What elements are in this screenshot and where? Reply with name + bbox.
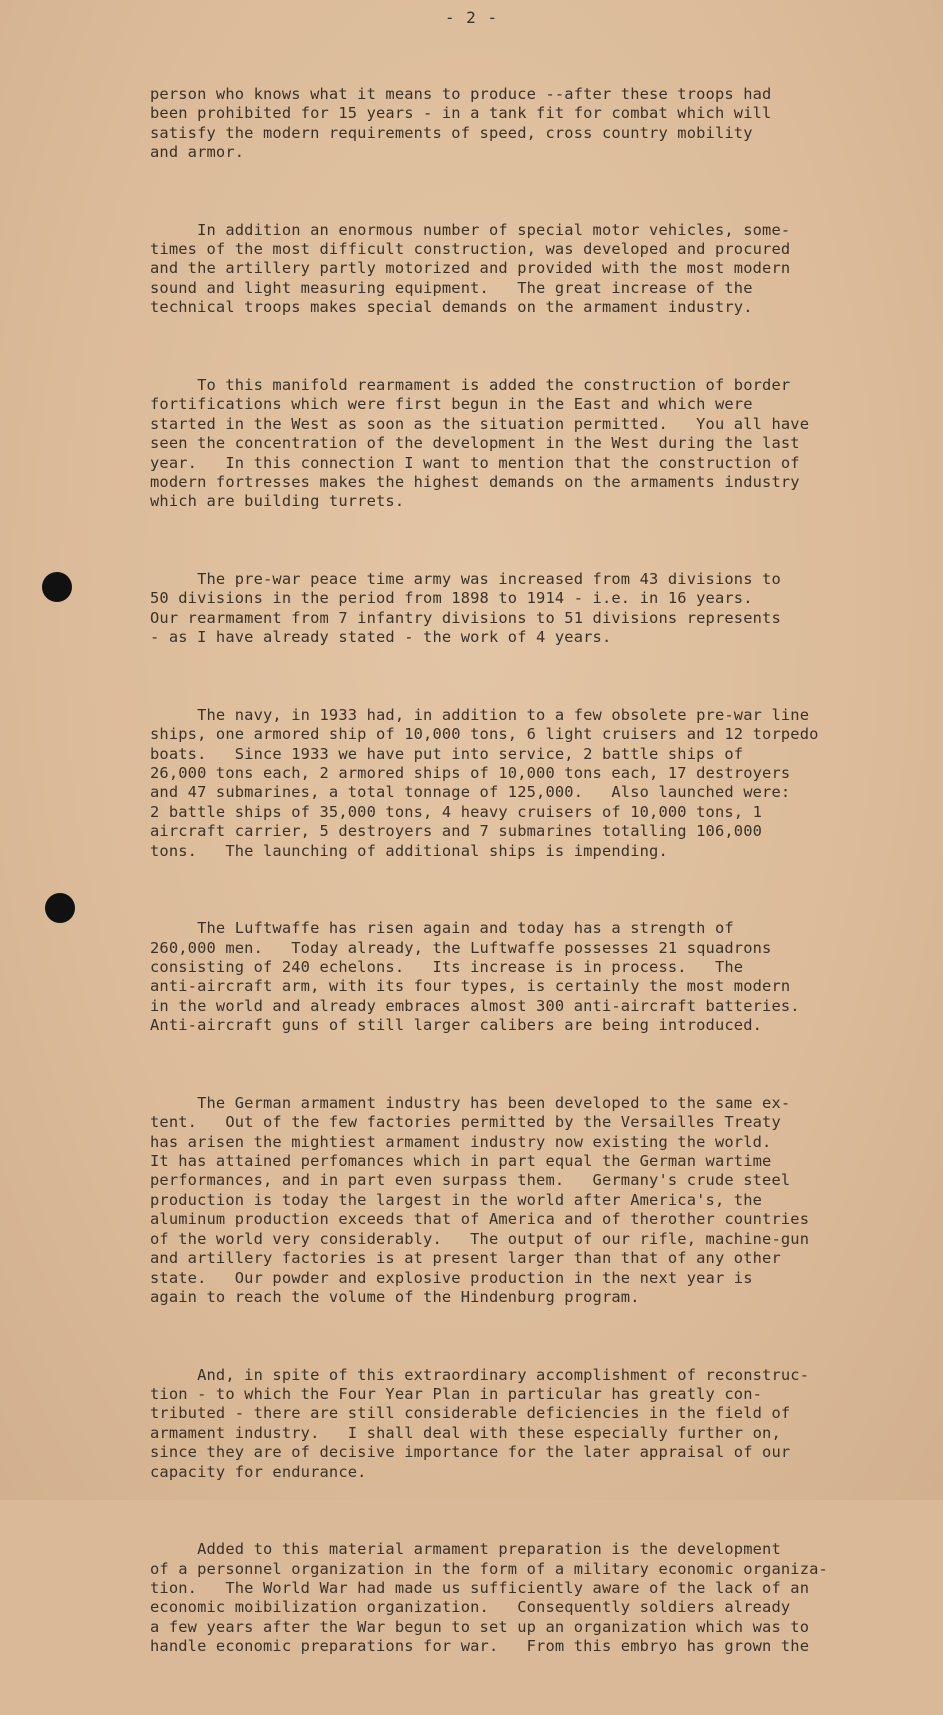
typed-body-text [150, 46, 850, 1715]
punch-hole-top [42, 572, 72, 602]
paragraph-border-fortifications: To this manifold rearmament is added the construction of border fortifications which were first begun in the East and which were started in the West as soon as the situation permitted. You all have seen the concentration of the development in the West during the last year. In this connection I want to mention that the construction of modern fortresses makes the highest demands on the armaments industry which are building turrets. [150, 375, 810, 511]
paragraph-tank-production: person who knows what it means to produce --after these troops had been prohibited for 15 years - in a tank fit for combat which will satisfy the modern requirements of speed, cross country mobility and armor. [150, 84, 772, 162]
paragraph-army-divisions: The pre-war peace time army was increased from 43 divisions to 50 divisions in the period from 1898 to 1914 - i.e. in 16 years. Our rearmament from 7 infantry divisions to 51 divisions represents - as I have already stated - the work of 4 years. [150, 569, 781, 647]
paragraph-luftwaffe: The Luftwaffe has risen again and today has a strength of 260,000 men. Today already, the Luftwaffe possesses 21 squadrons consisting of 240 echelons. Its increase is in process. The anti-aircraft arm, with its four types, is certainly the most modern in the world and already embraces almost 300 anti-aircraft batteries. Anti-aircraft guns of still larger calibers are being introduced. [150, 919, 800, 1035]
punch-hole-bottom [45, 893, 75, 923]
paragraph-personnel-organization: Added to this material armament preparation is the development of a personnel organization in the form of a military economic organiza- tion. The World War had made us sufficiently aware of the lack of an economic moibilization organization. Consequently soldiers already a few years after the War begun to set up an organization which was to handle economic preparations for war. From this embryo has grown the [150, 1540, 828, 1656]
page-number: - 2 - [444, 8, 499, 27]
paragraph-motor-vehicles: In addition an enormous number of special motor vehicles, some- times of the most difficult construction, was developed and procured and the artillery partly motorized and provided with the most modern sound and light measuring equipment. The great increase of the technical troops makes special demands on the armament industry. [150, 220, 791, 317]
paragraph-armament-industry: The German armament industry has been developed to the same ex- tent. Out of the few factories permitted by the Versailles Treaty has arisen the mightiest armament industry now existing the world. It has attained perfomances which in part equal the German wartime performances, and in part even surpass them. Germany's crude steel production is today the largest in the world after America's, the aluminum production exceeds that of America and of therother countries of the world very considerably. The output of our rifle, machine-gun and artillery factories is at present larger than that of any other state. Our powder and explosive production in the next year is again to reach the volume of the Hindenburg program. [150, 1093, 810, 1306]
paragraph-navy: The navy, in 1933 had, in addition to a few obsolete pre-war line ships, one armored ship of 10,000 tons, 6 light cruisers and 12 torpedo boats. Since 1933 we have put into service, 2 battle ships of 26,000 tons each, 2 armored ships of 10,000 tons each, 17 destroyers and 47 submarines, a total tonnage of 125,000. Also launched were: 2 battle ships of 35,000 tons, 4 heavy cruisers of 10,000 tons, 1 aircraft carrier, 5 destroyers and 7 submarines totalling 106,000 tons. The launching of additional ships is impending. [150, 705, 819, 860]
paragraph-deficiencies: And, in spite of this extraordinary accomplishment of reconstruc- tion - to which the Four Year Plan in particular has greatly con- tributed - there are still considerable deficiencies in the field of armament industry. I shall deal with these especially further on, since they are of decisive importance for the later appraisal of our capacity for endurance. [150, 1365, 810, 1481]
